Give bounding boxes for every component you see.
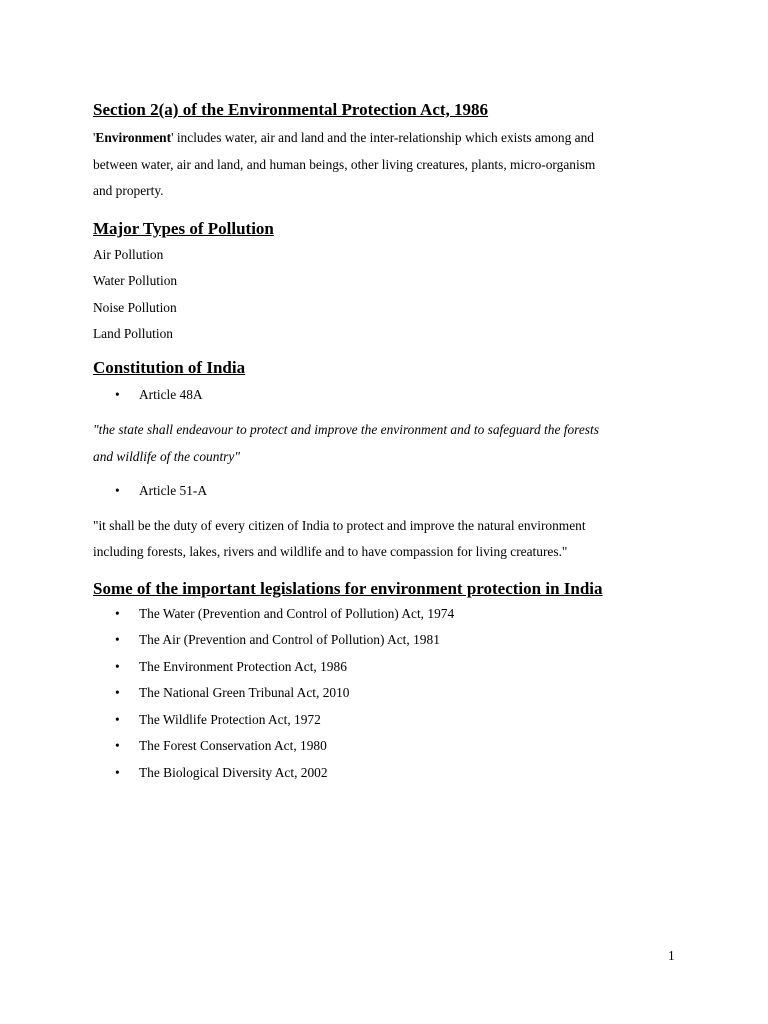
definition-line-2: between water, air and land, and human beings, other living creatures, plants, micro-organism: [93, 156, 596, 172]
definition-line-1: [93, 125, 683, 152]
heading-pollution-types: Major Types of Pollution: [93, 218, 274, 238]
legislation-name: The Environment Protection Act, 1986: [139, 658, 347, 674]
document-body: [93, 99, 683, 786]
bullet-article-48a: [93, 382, 683, 409]
article-label: Article 48A: [139, 386, 203, 402]
definition-open-quote: ': [93, 130, 96, 145]
legislation-name: The Forest Conservation Act, 1980: [139, 738, 327, 753]
pollution-list: [93, 242, 683, 348]
definition-line-3: and property.: [93, 183, 164, 198]
legislation-name: The National Green Tribunal Act, 2010: [139, 685, 350, 700]
list-item: [93, 733, 683, 760]
quote-article-48a-line-2: and wildlife of the country": [93, 448, 240, 464]
list-item: Air Pollution: [93, 246, 164, 262]
quote-article-48a-line-1: "the state shall endeavour to protect and improve the environment and to safeguard the forests: [93, 422, 599, 437]
bullet-article-51a: [93, 478, 683, 505]
legislation-name: The Biological Diversity Act, 2002: [139, 764, 328, 780]
legislation-name: The Water (Prevention and Control of Pollution) Act, 1974: [139, 605, 455, 621]
list-item: [93, 627, 683, 654]
quote-article-51a-line-2: including forests, lakes, rivers and wildlife and to have compassion for living creatures.": [93, 544, 568, 559]
legislation-name: The Air (Prevention and Control of Pollution) Act, 1981: [139, 632, 440, 647]
legislations-list: [93, 601, 683, 787]
page-number: 1: [668, 948, 675, 963]
bullet-icon: •: [115, 483, 120, 498]
list-item: [93, 760, 683, 787]
bullet-icon: •: [115, 711, 120, 727]
bullet-icon: •: [115, 605, 120, 621]
list-item: Water Pollution: [93, 273, 178, 288]
quote-article-51a-line-1: "it shall be the duty of every citizen of India to protect and improve the natural environment: [93, 517, 586, 533]
article-label: Article 51-A: [139, 483, 208, 498]
bullet-icon: •: [115, 764, 120, 780]
list-item: [93, 680, 683, 707]
bullet-icon: •: [115, 738, 120, 753]
bullet-icon: •: [115, 632, 120, 647]
bullet-icon: •: [115, 685, 120, 700]
list-item: [93, 654, 683, 681]
list-item: Land Pollution: [93, 326, 173, 341]
bullet-icon: •: [115, 658, 120, 674]
heading-section-2a: Section 2(a) of the Environmental Protection Act, 1986: [93, 100, 489, 119]
list-item: [93, 707, 683, 734]
list-item: Noise Pollution: [93, 299, 177, 315]
heading-legislations: Some of the important legislations for environment protection in India: [93, 578, 603, 598]
definition-rest: ' includes water, air and land and the inter-relationship which exists among and: [171, 130, 594, 145]
list-item: [93, 601, 683, 628]
heading-constitution: Constitution of India: [93, 357, 246, 377]
legislation-name: The Wildlife Protection Act, 1972: [139, 711, 321, 727]
definition-term: Environment: [95, 130, 172, 145]
bullet-icon: •: [115, 386, 120, 402]
